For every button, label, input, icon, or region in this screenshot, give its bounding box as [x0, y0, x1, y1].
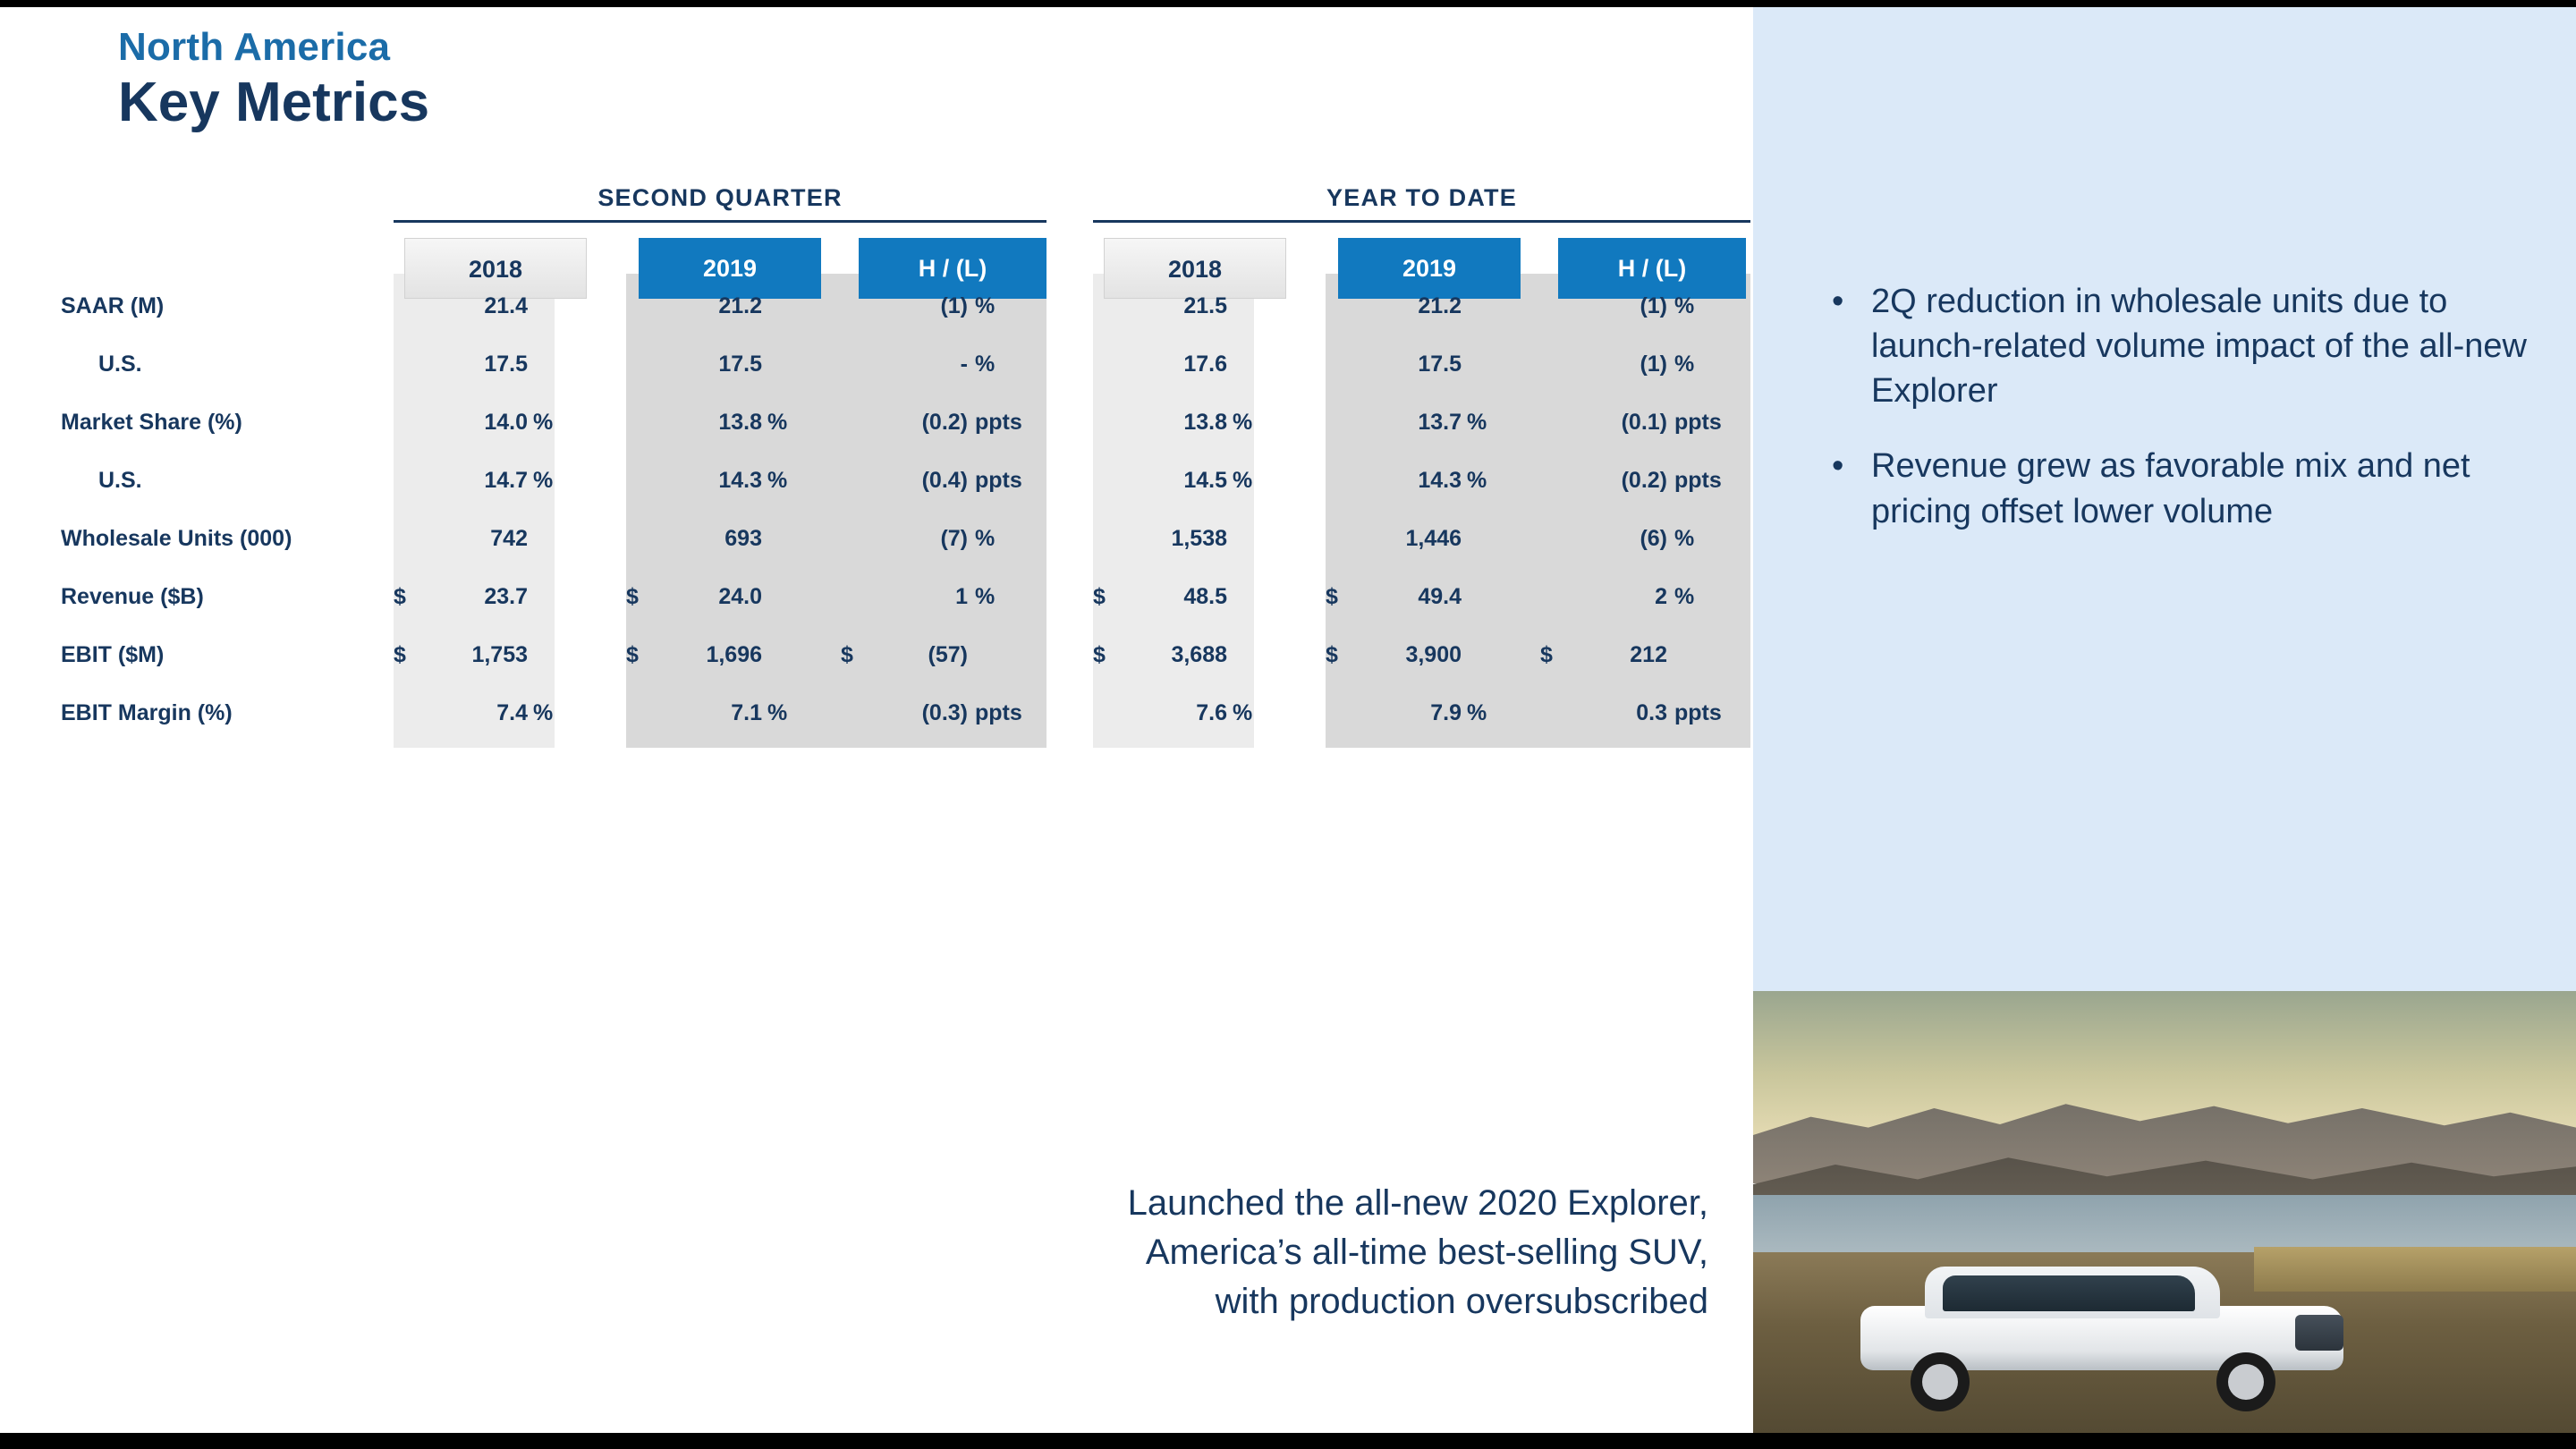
cell-unit: % — [975, 293, 996, 318]
cell-value: 13.8 — [718, 410, 762, 435]
title-block — [118, 25, 429, 133]
cell-value: - — [960, 352, 968, 377]
cell-value: (0.2) — [921, 410, 968, 435]
cell-value: 1,696 — [706, 642, 762, 667]
cell-value: 21.2 — [718, 293, 762, 318]
letterbox-top — [0, 0, 2576, 7]
band-ytd-2019-hl — [1326, 274, 1750, 748]
col-header-q2-hl: H / (L) — [859, 238, 1046, 299]
cell-unit: % — [1674, 526, 1695, 551]
bullet-text: Revenue grew as favorable mix and net pricing offset lower volume — [1871, 447, 2470, 530]
cell-value: (1) — [940, 293, 968, 318]
cell-unit: % — [1467, 410, 1487, 435]
cell-unit: % — [975, 584, 996, 609]
cell-value: 49.4 — [1418, 584, 1462, 609]
row-label: SAAR (M) — [61, 293, 165, 318]
row-label: EBIT ($M) — [61, 642, 165, 667]
cell-value: 17.6 — [1183, 352, 1227, 377]
cell-value: 14.3 — [718, 468, 762, 493]
cell-currency: $ — [1093, 642, 1106, 667]
slide-caption — [805, 1179, 1708, 1327]
suv-grille — [2295, 1315, 2343, 1351]
cell-value: (7) — [940, 526, 968, 551]
cell-unit: % — [1467, 700, 1487, 725]
suv-wheel-front — [2216, 1352, 2275, 1411]
cell-unit: % — [533, 410, 554, 435]
cell-value: 2 — [1655, 584, 1667, 609]
cell-unit: ppts — [1674, 468, 1722, 493]
cell-currency: $ — [626, 584, 639, 609]
row-label: U.S. — [98, 352, 142, 377]
col-header-q2-2018: 2018 — [404, 238, 587, 299]
cell-unit: % — [1674, 584, 1695, 609]
cell-unit: % — [1233, 410, 1253, 435]
cell-value: 13.7 — [1418, 410, 1462, 435]
caption-line-1: Launched the all-new 2020 Explorer, — [1127, 1183, 1708, 1223]
caption-line-3: with production oversubscribed — [1215, 1282, 1708, 1322]
cell-unit: % — [975, 526, 996, 551]
cell-value: (0.2) — [1621, 468, 1667, 493]
row-label: Market Share (%) — [61, 410, 242, 435]
cell-value: 0.3 — [1636, 700, 1667, 725]
cell-unit: % — [1674, 352, 1695, 377]
cell-value: 212 — [1630, 642, 1667, 667]
cell-unit: ppts — [975, 410, 1022, 435]
cell-currency: $ — [1093, 584, 1106, 609]
cell-unit: % — [975, 352, 996, 377]
cell-value: 48.5 — [1183, 584, 1227, 609]
cell-value: 21.5 — [1183, 293, 1227, 318]
cell-value: 1,538 — [1171, 526, 1227, 551]
key-metrics-table — [0, 184, 1753, 848]
group-header-year-to-date: YEAR TO DATE — [1326, 184, 1517, 211]
cell-value: (0.3) — [921, 700, 968, 725]
cell-value: 17.5 — [1418, 352, 1462, 377]
row-label: EBIT Margin (%) — [61, 700, 233, 725]
cell-currency: $ — [841, 642, 853, 667]
cell-value: 14.3 — [1418, 468, 1462, 493]
band-q2-2019-hl — [626, 274, 1046, 748]
suv-glass — [1943, 1275, 2195, 1311]
cell-currency: $ — [626, 642, 639, 667]
cell-unit: % — [533, 468, 554, 493]
group-header-second-quarter: SECOND QUARTER — [597, 184, 843, 211]
row-label: U.S. — [98, 468, 142, 493]
band-q2-2018 — [394, 274, 555, 748]
cell-value: 7.6 — [1196, 700, 1227, 725]
cell-value: (0.4) — [921, 468, 968, 493]
cell-unit: % — [533, 700, 554, 725]
cell-value: 7.1 — [731, 700, 762, 725]
cell-unit: % — [1233, 468, 1253, 493]
cell-value: 14.0 — [484, 410, 528, 435]
caption-line-2: America’s all-time best-selling SUV, — [1145, 1233, 1708, 1273]
cell-value: (1) — [1640, 352, 1667, 377]
cell-unit: ppts — [1674, 410, 1722, 435]
cell-value: 7.9 — [1430, 700, 1462, 725]
cell-value: 24.0 — [718, 584, 762, 609]
cell-value: 1 — [955, 584, 968, 609]
cell-unit: ppts — [975, 700, 1022, 725]
cell-value: (6) — [1640, 526, 1667, 551]
bullet-text: 2Q reduction in wholesale units due to launch-related volume impact of the all-new Explorer — [1871, 283, 2527, 411]
cell-unit: % — [767, 700, 788, 725]
cell-value: 17.5 — [718, 352, 762, 377]
cell-unit: % — [1467, 468, 1487, 493]
explorer-photo — [1753, 991, 2576, 1433]
letterbox-bottom — [0, 1433, 2576, 1449]
cell-value: 3,688 — [1171, 642, 1227, 667]
cell-value: (57) — [928, 642, 968, 667]
cell-currency: $ — [1326, 642, 1338, 667]
cell-value: 7.4 — [496, 700, 528, 725]
row-label: Wholesale Units (000) — [61, 526, 292, 551]
col-header-ytd-2018: 2018 — [1104, 238, 1286, 299]
bullet-dot-icon: • — [1832, 283, 1844, 320]
cell-value: 13.8 — [1183, 410, 1227, 435]
bullet-item — [1816, 444, 2531, 533]
bullet-dot-icon: • — [1832, 447, 1844, 486]
col-header-ytd-2019: 2019 — [1338, 238, 1521, 299]
group-rule-second-quarter — [394, 220, 1046, 223]
bullet-list — [1816, 279, 2531, 564]
cell-value: (1) — [1640, 293, 1667, 318]
suv-vehicle-icon — [1860, 1259, 2361, 1402]
cell-unit: % — [767, 468, 788, 493]
col-header-ytd-hl: H / (L) — [1558, 238, 1746, 299]
cell-currency: $ — [394, 584, 406, 609]
page-title: Key Metrics — [118, 71, 430, 133]
cell-value: (0.1) — [1621, 410, 1667, 435]
cell-unit: ppts — [975, 468, 1022, 493]
cell-currency: $ — [1540, 642, 1553, 667]
cell-unit: ppts — [1674, 700, 1722, 725]
cell-unit: % — [1233, 700, 1253, 725]
cell-currency: $ — [1326, 584, 1338, 609]
cell-value: 23.7 — [484, 584, 528, 609]
cell-value: 742 — [490, 526, 528, 551]
cell-value: 1,753 — [471, 642, 528, 667]
row-label: Revenue ($B) — [61, 584, 204, 609]
cell-currency: $ — [394, 642, 406, 667]
cell-value: 17.5 — [484, 352, 528, 377]
cell-value: 14.5 — [1183, 468, 1227, 493]
slide-eyebrow: North America — [118, 25, 391, 69]
cell-unit: % — [1674, 293, 1695, 318]
cell-value: 3,900 — [1405, 642, 1462, 667]
bullet-item — [1816, 279, 2531, 413]
band-ytd-2018 — [1093, 274, 1254, 748]
col-header-q2-2019: 2019 — [639, 238, 821, 299]
cell-value: 14.7 — [484, 468, 528, 493]
cell-value: 1,446 — [1405, 526, 1462, 551]
cell-value: 21.4 — [484, 293, 528, 318]
cell-value: 21.2 — [1418, 293, 1462, 318]
group-rule-year-to-date — [1093, 220, 1750, 223]
cell-value: 693 — [724, 526, 762, 551]
cell-unit: % — [767, 410, 788, 435]
suv-wheel-rear — [1911, 1352, 1970, 1411]
